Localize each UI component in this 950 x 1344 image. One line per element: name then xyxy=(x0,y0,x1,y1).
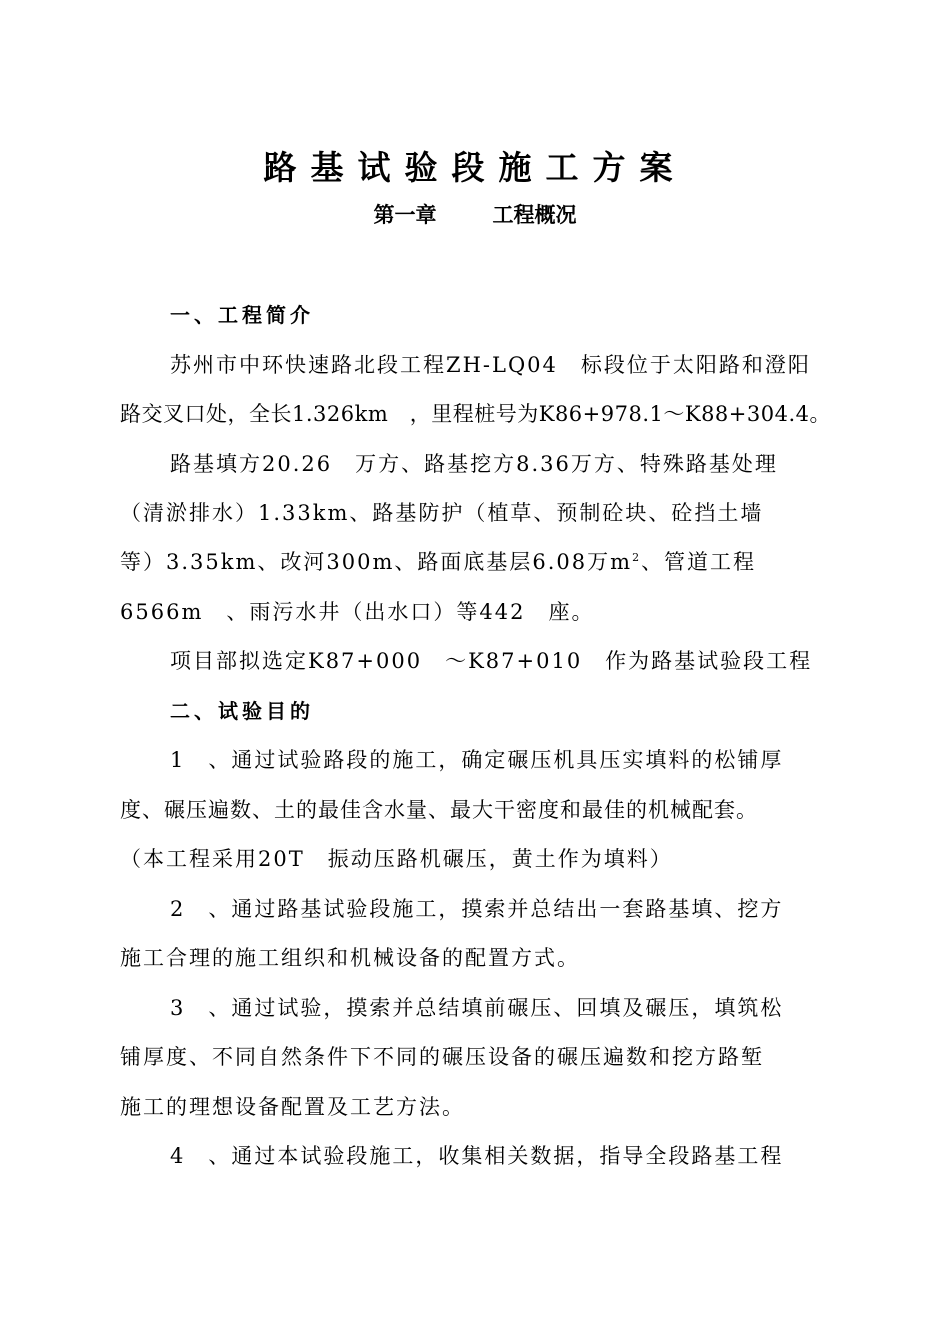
paragraph-line: 施工的理想设备配置及工艺方法。 xyxy=(120,1095,465,1119)
paragraph-line: 苏州市中环快速路北段工程ZH-LQ04 标段位于太阳路和澄阳 xyxy=(170,353,811,377)
paragraph-line: 3 、通过试验，摸索并总结填前碾压、回填及碾压，填筑松 xyxy=(170,996,784,1020)
paragraph-line xyxy=(120,547,832,577)
section-heading-overview: 一、工程简介 xyxy=(170,303,314,327)
paragraph-line: 项目部拟选定K87+000 ～K87+010 作为路基试验段工程 xyxy=(170,649,813,673)
paragraph-line: 路交叉口处，全长1.326km ，里程桩号为K86+978.1～K88+304.4。 xyxy=(120,402,832,426)
paragraph-line: 施工合理的施工组织和机械设备的配置方式。 xyxy=(120,946,580,970)
superscript: 2 xyxy=(632,551,642,564)
chapter-heading xyxy=(0,200,950,230)
chapter-name: 工程概况 xyxy=(492,203,577,227)
paragraph-line: （清淤排水）1.33km、路基防护（植草、预制砼块、砼挡土墙 xyxy=(120,501,764,525)
paragraph-line: 铺厚度、不同自然条件下不同的碾压设备的碾压遍数和挖方路堑 xyxy=(120,1045,764,1069)
paragraph-text: 、管道工程 xyxy=(641,550,757,574)
paragraph-line: 2 、通过路基试验段施工，摸索并总结出一套路基填、挖方 xyxy=(170,897,784,921)
paragraph-line: （本工程采用20T 振动压路机碾压，黄土作为填料） xyxy=(120,847,673,871)
paragraph-line: 1 、通过试验路段的施工，确定碾压机具压实填料的松铺厚 xyxy=(170,748,784,772)
paragraph-line: 路基填方20.26 万方、路基挖方8.36万方、特殊路基处理 xyxy=(170,452,778,476)
paragraph-text: 等）3.35km、改河300m、路面底基层6.08万m xyxy=(120,550,633,574)
paragraph-line: 度、碾压遍数、土的最佳含水量、最大干密度和最佳的机械配套。 xyxy=(120,798,758,822)
document-title: 路基试验段施工方案 xyxy=(263,148,687,187)
chapter-number: 第一章 xyxy=(373,203,437,227)
paragraph-line: 4 、通过本试验段施工，收集相关数据，指导全段路基工程 xyxy=(170,1144,784,1168)
section-heading-purpose: 二、试验目的 xyxy=(170,699,314,723)
paragraph-line: 6566m 、雨污水井（出水口）等442 座。 xyxy=(120,600,595,624)
